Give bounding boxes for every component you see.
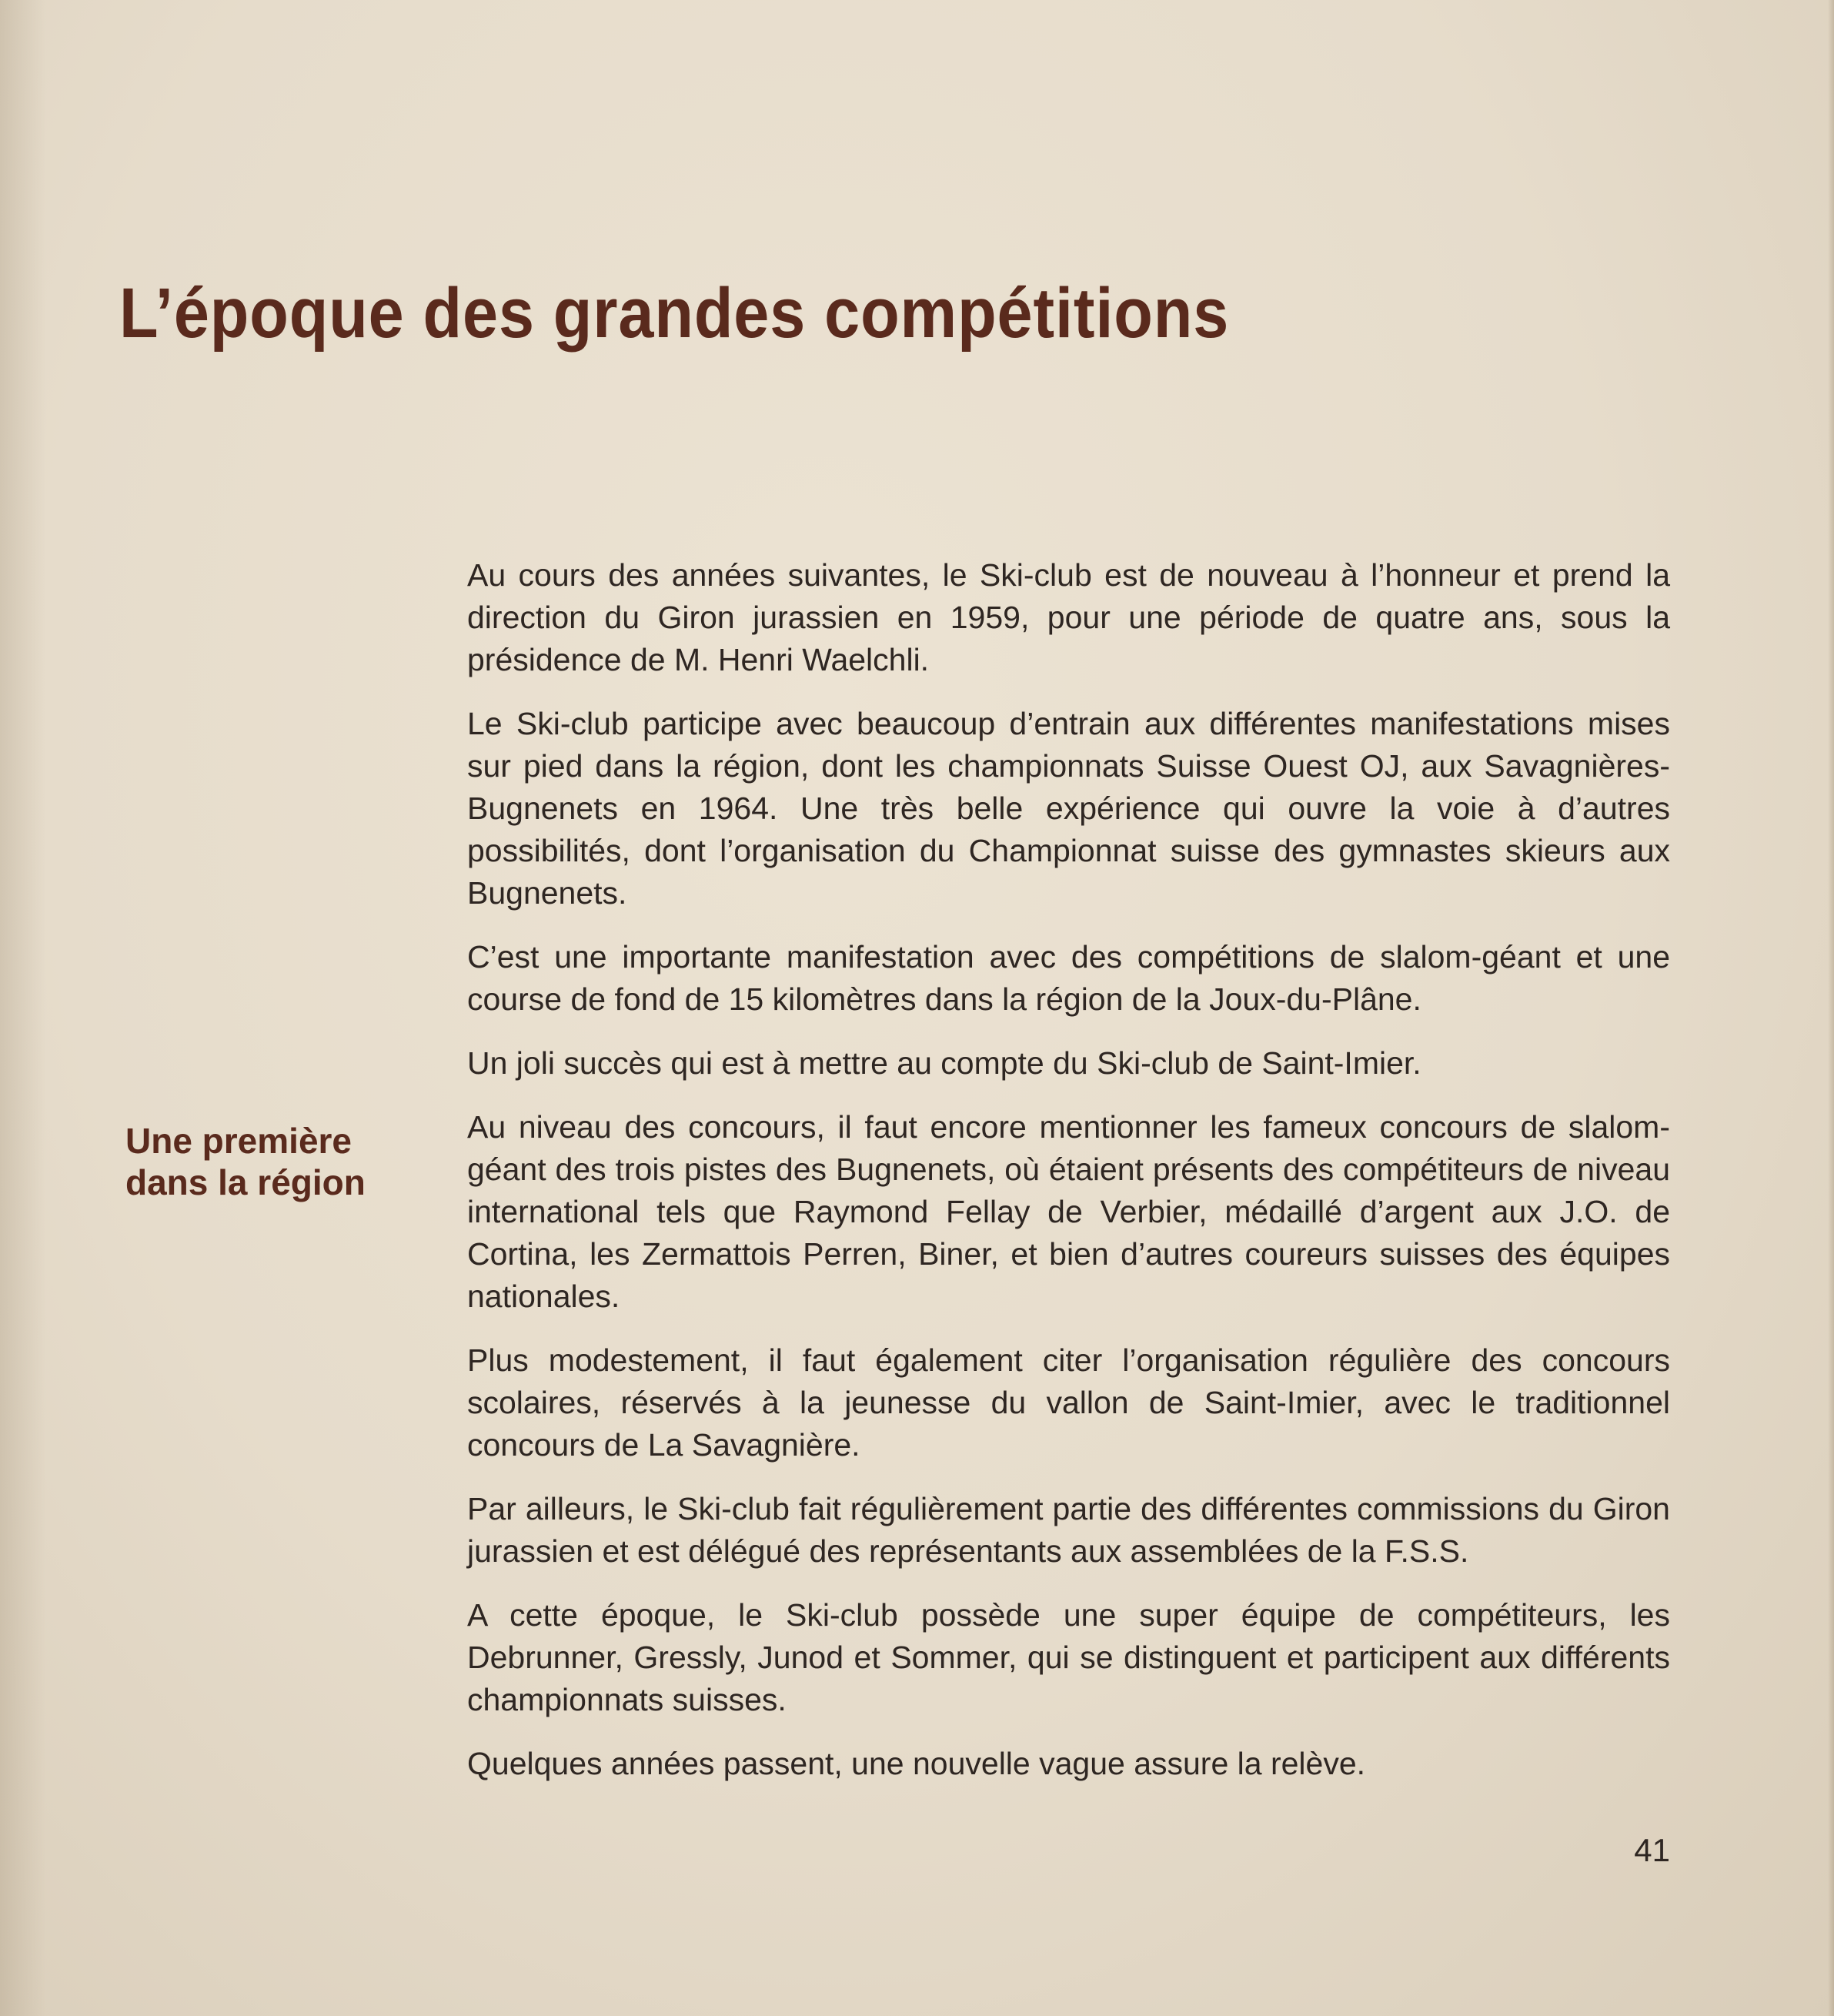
paragraph-7: Par ailleurs, le Ski-club fait régulièrement partie des différentes commissions du Giron jurassien et est délégué des représentants aux assemblées de la F.S.S. [467, 1491, 1670, 1569]
paragraph-5: Au niveau des concours, il faut encore mentionner les fameux concours de slalom-géant des trois pistes des Bugnenets, où étaient présents des compétiteurs de niveau international tels que Raymond Fellay de Verbier, médaillé d’argent aux J.O. de Cortina, les Zermattois Perren, Biner, et bien d’autres coureurs suisses des équipes nationales. [467, 1109, 1670, 1314]
page-edge-shadow [1828, 0, 1834, 2016]
paragraph-6: Plus modestement, il faut également citer l’organisation régulière des concours scolaires, réservés à la jeunesse du vallon de Saint-Imier, avec le traditionnel concours de La Savagnière. [467, 1342, 1670, 1463]
side-heading [125, 1120, 403, 1203]
body-text [467, 554, 1670, 1807]
paragraph-1: Au cours des années suivantes, le Ski-club est de nouveau à l’honneur et prend la direction du Giron jurassien en 1959, pour une période de quatre ans, sous la présidence de M. Henri Waelchli. [467, 557, 1670, 677]
page-number: 41 [1634, 1832, 1670, 1868]
paragraph-4: Un joli succès qui est à mettre au compte du Ski-club de Saint-Imier. [467, 1045, 1421, 1081]
side-heading-line-1: Une première [125, 1121, 352, 1161]
paragraph-9: Quelques années passent, une nouvelle vague assure la relève. [467, 1746, 1366, 1781]
paragraph-8: A cette époque, le Ski-club possède une super équipe de compétiteurs, les Debrunner, Gressly, Junod et Sommer, qui se distinguent et participent aux différents championnats suisses. [467, 1597, 1670, 1717]
paragraph-2: Le Ski-club participe avec beaucoup d’entrain aux différentes manifestations mises sur pied dans la région, dont les championnats Suisse Ouest OJ, aux Savagnières-Bugnenets en 1964. Une très belle expérience qui ouvre la voie à d’autres possibilités, dont l’organisation du Championnat suisse des gymnastes skieurs aux Bugnenets. [467, 706, 1670, 911]
binding-shadow [0, 0, 46, 2016]
page-title: L’époque des grandes compétitions [119, 274, 1230, 353]
side-heading-line-2: dans la région [125, 1162, 366, 1202]
paragraph-3: C’est une importante manifestation avec des compétitions de slalom-géant et une course de fond de 15 kilomètres dans la région de la Joux-du-Plâne. [467, 939, 1670, 1017]
